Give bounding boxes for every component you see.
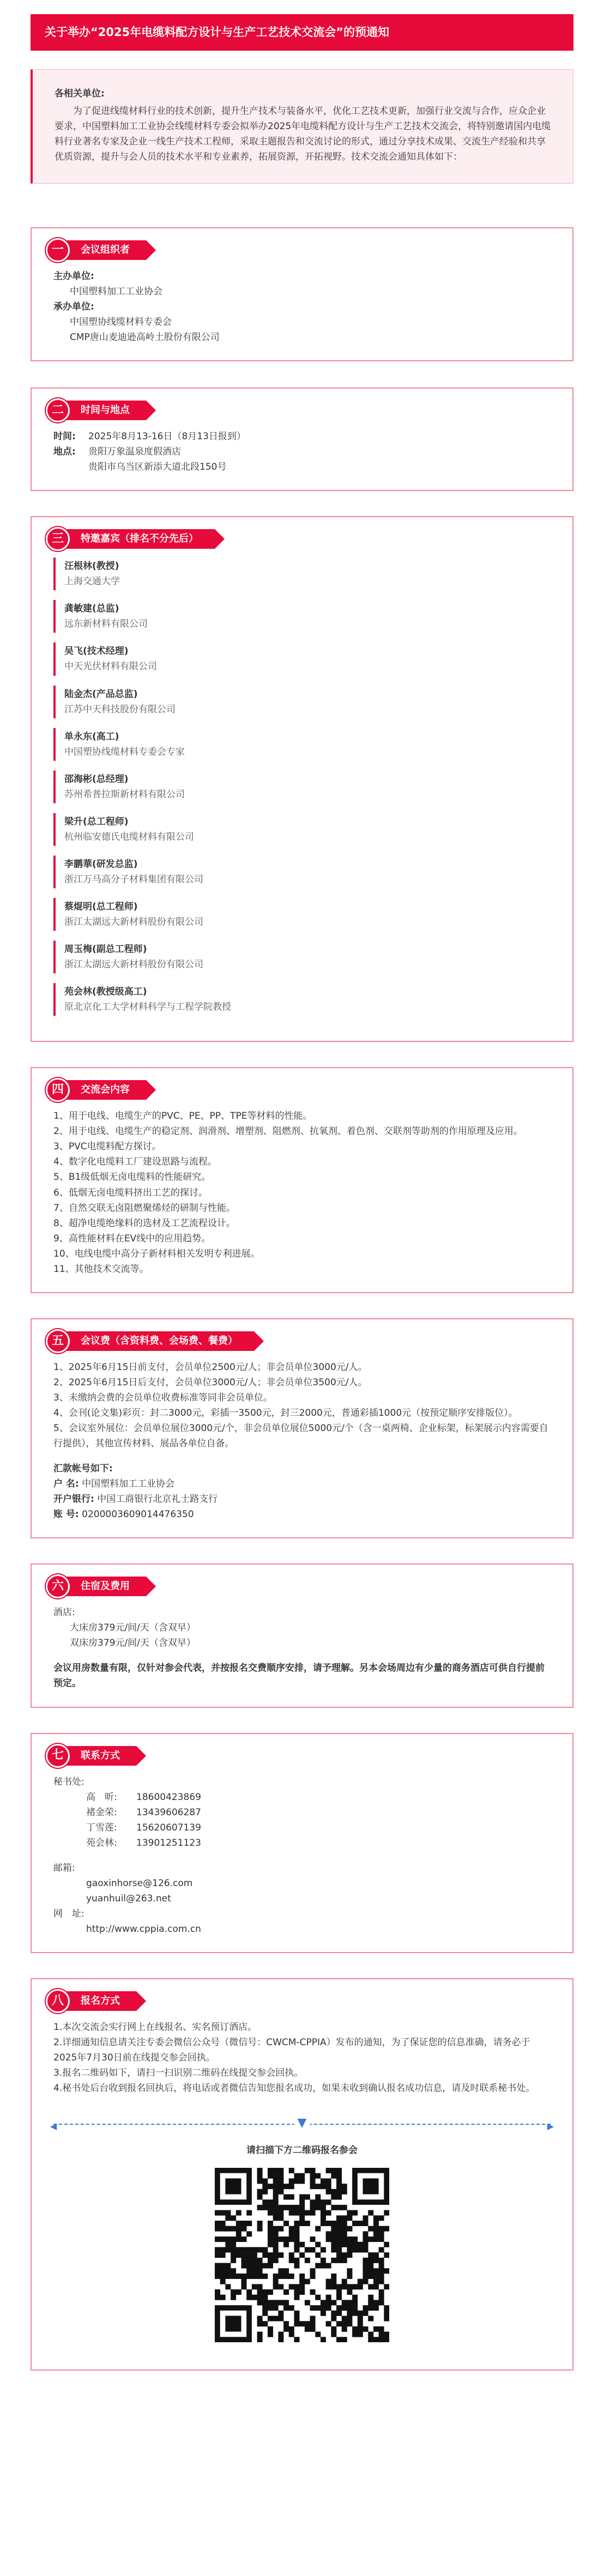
guest-name: 苑会林(教授级高工) <box>64 986 147 998</box>
contact-phone[interactable]: 15620607139 <box>136 1822 201 1833</box>
list-item: 4.秘书处后台收到报名回执后，将电话或者微信告知您报名成功，如果未收到确认报名成功信息，请及时联系秘书处。 <box>53 2083 535 2094</box>
section-number: 一 <box>46 238 70 262</box>
account-number-label: 账 号: <box>53 1509 79 1520</box>
bank-label: 开户银行: <box>53 1494 94 1505</box>
guest-org: 浙江太湖远大新材料股份有限公司 <box>64 959 203 971</box>
contact-row <box>53 1820 551 1835</box>
account-name: 中国塑料加工工业协会 <box>82 1478 175 1490</box>
list-item: 10、电线电缆中高分子新材料相关发明专利进展。 <box>53 1248 260 1259</box>
time-value: 2025年8月13-16日（8月13日报到） <box>88 431 246 443</box>
section-number: 五 <box>46 1329 70 1353</box>
section-contacts <box>31 1733 573 1953</box>
guest-name: 吴飞(技术经理) <box>64 646 129 657</box>
page-title: 关于举办“2025年电缆料配方设计与生产工艺技术交流会”的预通知 <box>31 14 573 51</box>
contact-name: 高 昕: <box>86 1791 117 1803</box>
guest-org: 苏州希普拉斯新材料有限公司 <box>64 789 185 800</box>
list-item: 3、未缴纳会费的会员单位收费标准等同非会员单位。 <box>53 1392 273 1403</box>
list-item: 1、2025年6月15日前支付，会员单位2500元/人；非会员单位3000元/人。 <box>53 1361 367 1373</box>
section-number: 八 <box>46 1989 70 2013</box>
room-option: 双床房379元/间/天（含双早） <box>70 1638 196 1649</box>
email-link[interactable]: yuanhuil@263.net <box>86 1893 171 1904</box>
guest-org: 浙江万马高分子材料集团有限公司 <box>64 874 203 885</box>
section-title: 时间与地点 <box>64 401 146 420</box>
place-label: 地点: <box>53 446 76 458</box>
section-registration <box>31 1978 573 2371</box>
secretariat-label: 秘书处: <box>53 1776 84 1787</box>
list-item: 9、高性能材料在EV线中的应用趋势。 <box>53 1233 211 1244</box>
qr-title: 请扫描下方二维码报名参会 <box>246 2145 358 2156</box>
list-item: 5、B1级低烟无卤电缆料的性能研究。 <box>53 1172 211 1183</box>
lodging-note: 会议用房数量有限，仅针对参会代表，并按报名交费顺序安排，请予理解。另本会场周边有少量的商务酒店可供自行提前预定。 <box>53 1663 545 1689</box>
intro-greeting: 各相关单位: <box>55 88 105 99</box>
contact-name: 苑会林: <box>86 1837 117 1848</box>
arrow-left-icon: ◀ <box>50 2121 57 2132</box>
guest-item <box>53 771 551 803</box>
guest-item <box>53 557 551 590</box>
fee-list <box>53 1360 551 1451</box>
section-title: 住宿及费用 <box>64 1577 146 1596</box>
email-link[interactable]: gaoxinhorse@126.com <box>86 1877 193 1889</box>
account-name-label: 户 名: <box>53 1478 79 1490</box>
section-title: 会议组织者 <box>64 240 146 260</box>
list-item: 6、低烟无卤电缆料挤出工艺的探讨。 <box>53 1187 208 1198</box>
bank-name: 中国工商银行北京礼士路支行 <box>97 1494 218 1505</box>
section-organizers <box>31 227 573 361</box>
organizer-label: 承办单位: <box>53 301 94 312</box>
email-label: 邮箱: <box>53 1862 75 1874</box>
contact-phone[interactable]: 13901251123 <box>136 1837 201 1848</box>
guest-item <box>53 983 551 1016</box>
section-time-place <box>31 387 573 491</box>
list-item: 3、PVC电缆料配方探讨。 <box>53 1141 161 1153</box>
guest-org: 浙江太湖远大新材料股份有限公司 <box>64 917 203 928</box>
guest-org: 原北京化工大学材料科学与工程学院教授 <box>64 1002 231 1013</box>
contact-list <box>53 1790 551 1851</box>
list-item: 1.本次交流会实行网上在线报名、实名预订酒店。 <box>53 2021 257 2033</box>
host-label: 主办单位: <box>53 270 94 282</box>
section-title: 特邀嘉宾（排名不分先后） <box>64 529 215 549</box>
website-link[interactable]: http://www.cppia.com.cn <box>86 1923 201 1935</box>
account-title: 汇款帐号如下: <box>53 1463 113 1475</box>
list-item: 2、2025年6月15日后支付，会员单位3000元/人；非会员单位3500元/人。 <box>53 1377 367 1388</box>
section-number: 七 <box>46 1744 70 1768</box>
contact-row <box>53 1835 551 1851</box>
guest-name: 蔡焜明(总工程师) <box>64 901 138 912</box>
arrow-right-icon: ▶ <box>547 2121 554 2132</box>
guest-item <box>53 600 551 633</box>
qr-code-icon <box>215 2168 389 2342</box>
guest-name: 汪根林(教授) <box>64 561 119 572</box>
place-address: 贵阳市乌当区新添大道北段150号 <box>88 462 227 473</box>
section-guests <box>31 516 573 1042</box>
list-item: 3.报名二维码如下，请扫一扫识别二维码在线提交参会回执。 <box>53 2068 304 2079</box>
contact-name: 褚金荣: <box>86 1807 117 1818</box>
account-number: 0200003609014476350 <box>82 1509 194 1520</box>
list-item: 7、自然交联无卤阻燃聚烯烃的研制与性能。 <box>53 1202 235 1214</box>
organizer-value: CMP唐山麦迪逊高岭土股份有限公司 <box>70 332 220 343</box>
list-item: 4、会刊(论文集)彩页：封二3000元，彩插一3500元，封三2000元，普通彩插1000元（按预定顺序安排版位）。 <box>53 1407 518 1419</box>
contact-row <box>53 1790 551 1805</box>
room-option: 大床房379元/间/天（含双早） <box>70 1622 196 1634</box>
list-item: 5、会议室外展位：会员单位展位3000元/个，非会员单位展位5000元/个（含一桌两椅、企业标架，标架展示内容需要自行提供），其他宣传材料、展品各单位自备。 <box>53 1422 548 1450</box>
intro-body: 为了促进线缆材料行业的技术创新，提升生产技术与装备水平，优化工艺技术更新，加强行业交流与合作，应众企业要求，中国塑料加工工业协会线缆材料专委会拟举办2025年电缆料配方设计与生产工艺技术交流会，将特别邀请国内电缆料行业著名专家及企业一线生产技术工程师，采取主题报告和交流讨论的形式，通过分享技术成果、交流生产经验和共享优质资源，提升与会人员的技术水平和专业素养，拓展资源，开拓视野。技术交流会通知具体如下： <box>55 105 551 162</box>
guest-org: 上海交通大学 <box>64 576 120 587</box>
section-content <box>31 1067 573 1293</box>
guest-item <box>53 686 551 718</box>
guest-item <box>53 856 551 888</box>
guest-name: 李鹏華(研发总监) <box>64 858 138 870</box>
list-item: 11、其他技术交流等。 <box>53 1263 149 1275</box>
guest-org: 中天光伏材料有限公司 <box>64 661 157 672</box>
guest-item <box>53 643 551 675</box>
section-number: 四 <box>46 1078 70 1102</box>
organizer-value: 中国塑协线缆材料专委会 <box>70 317 172 328</box>
contact-phone[interactable]: 13439606287 <box>136 1807 201 1818</box>
intro-box <box>31 69 573 184</box>
guest-item <box>53 898 551 931</box>
guest-org: 中国塑协线缆材料专委会专家 <box>64 746 185 757</box>
contact-row <box>53 1805 551 1820</box>
registration-list <box>53 2020 551 2096</box>
section-lodging <box>31 1563 573 1707</box>
hotel-label: 酒店: <box>53 1607 75 1619</box>
guest-list <box>53 557 551 1016</box>
section-title: 会议费（含资料费、会场费、餐费） <box>64 1331 254 1351</box>
section-number: 三 <box>46 527 70 551</box>
content-list <box>53 1108 551 1277</box>
web-label: 网 址: <box>53 1908 84 1919</box>
section-number: 六 <box>46 1574 70 1598</box>
list-item: 8、超净电缆绝缘料的选材及工艺流程设计。 <box>53 1217 235 1229</box>
guest-org: 江苏中天科技股份有限公司 <box>64 704 176 715</box>
guest-org: 远东新材料有限公司 <box>64 619 148 630</box>
list-item: 2、用于电线、电缆生产的稳定剂、润滑剂、增塑剂、阻燃剂、抗氧剂、着色剂、交联剂等助剂的作用原理及应用。 <box>53 1126 523 1137</box>
guest-name: 梁升(总工程师) <box>64 816 129 827</box>
guest-org: 杭州临安德氏电缆材料有限公司 <box>64 831 194 842</box>
guest-name: 单永东(高工) <box>64 731 119 742</box>
guest-item <box>53 728 551 761</box>
divider <box>50 2116 554 2132</box>
host-value: 中国塑料加工工业协会 <box>70 286 162 297</box>
contact-phone[interactable]: 18600423869 <box>136 1791 201 1803</box>
section-title: 交流会内容 <box>64 1080 146 1100</box>
section-fees <box>31 1318 573 1538</box>
guest-item <box>53 941 551 973</box>
section-title: 联系方式 <box>64 1746 136 1766</box>
guest-item <box>53 813 551 846</box>
contact-name: 丁雪莲: <box>86 1822 117 1833</box>
guest-name: 陆金杰(产品总监) <box>64 688 138 700</box>
qr-code[interactable] <box>215 2168 389 2342</box>
guest-name: 邵海彬(总经理) <box>64 773 129 785</box>
section-number: 二 <box>46 398 70 422</box>
section-title: 报名方式 <box>64 1991 136 2011</box>
guest-name: 龚敏建(总监) <box>64 603 119 615</box>
time-label: 时间: <box>53 431 76 443</box>
place-value: 贵阳万象温泉度假酒店 <box>88 446 181 458</box>
guest-name: 周玉梅(副总工程师) <box>64 944 147 955</box>
list-item: 2.详细通知信息请关注专委会微信公众号（微信号：CWCM-CPPIA）发布的通知，为了保证您的信息准确，请务必于2025年7月30日前在线提交参会回执。 <box>53 2037 530 2064</box>
list-item: 1、用于电线、电缆生产的PVC、PE、PP、TPE等材料的性能。 <box>53 1111 312 1122</box>
list-item: 4、数字化电缆料工厂建设思路与流程。 <box>53 1156 217 1168</box>
arrow-down-icon: ▼ <box>294 2117 310 2130</box>
